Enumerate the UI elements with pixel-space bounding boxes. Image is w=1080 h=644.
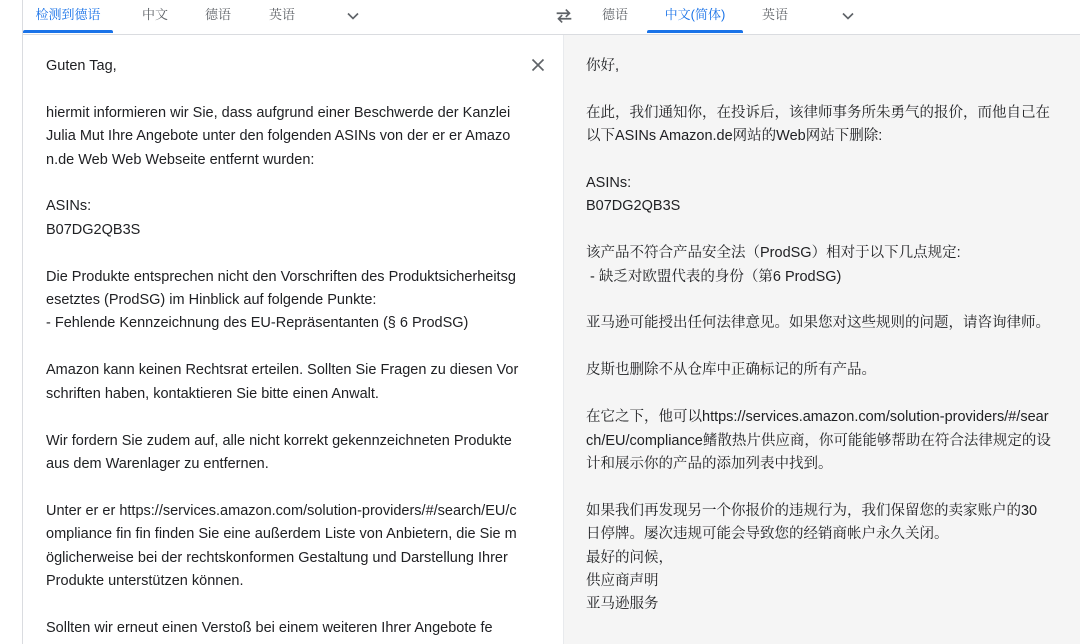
tab-target-german[interactable]: 德语 [601, 7, 628, 22]
chevron-down-icon[interactable] [838, 6, 858, 26]
tab-detect-language[interactable]: 检测到德语 [23, 0, 113, 32]
tab-source-chinese[interactable]: 中文 [141, 7, 168, 22]
tab-source-german[interactable]: 德语 [204, 7, 231, 22]
tab-target-chinese-simplified[interactable]: 中文(简体) [647, 0, 743, 32]
tab-target-english[interactable]: 英语 [761, 7, 788, 22]
source-text-input[interactable]: Guten Tag, hiermit informieren wir Sie, dass aufgrund einer Beschwerde der Kanzlei Julia Mut Ihre Angebote unter den folgenden ASINs von der er er Amazon.de Web Web Webseite entfernt wurden: ASINs: B07DG2QB3S Die Produkte entsprechen nicht den Vorschriften des Produktsicherheitsgesetztes (ProdSG) im Hinblick auf folgende Punkte: - Fehlende Kennzeichnung des EU-Repräsentanten (§ 6 ProdSG) Amazon kann keinen Rechtsrat erteilen. Sollten Sie Fragen zu diesen Vorschriften haben, kontaktieren Sie bitte einen Anwalt. Wir fordern Sie zudem auf, alle nicht korrekt gekennzeichneten Produkte aus dem Warenlager zu entfernen. Unter er er https://services.amazon.com/solution-providers/#/search/EU/compliance fin fin finden Sie eine außerdem Liste von Anbietern, die Sie möglicherweise bei der rechtskonformen Gestaltung und Darstellung Ihrer Produkte unterstützen können. Sollten wir erneut einen Verstoß bei einem weiteren Ihrer Angebote fe [46, 58, 519, 636]
language-bar [23, 0, 1080, 35]
left-gutter [0, 0, 23, 644]
tab-source-english[interactable]: 英语 [268, 7, 295, 22]
close-icon[interactable] [527, 54, 549, 76]
chevron-down-icon[interactable] [343, 6, 363, 26]
target-panel [563, 35, 1080, 644]
swap-languages-icon[interactable] [553, 5, 575, 27]
source-panel [23, 35, 563, 644]
translation-output: 你好, 在此，我们通知你，在投诉后，该律师事务所朱勇气的报价，而他自己在以下ASINs Amazon.de网站的Web网站下删除: ASINs: B07DG2QB3S 该产品不符合产品安全法（ProdSG）相对于以下几点规定: - 缺乏对欧盟代表的身份（第6 ProdSG) 亚马逊可能授出任何法律意见。如果您对这些规则的问题，请咨询律师。 皮斯也删除不从仓库中正确标记的所有产品。 在它之下，他可以https://services.amazon.com/solution-providers/#/search/EU/compliance鳍散热片供应商，你可能能够帮助在符合法律规定的设计和展示你的产品的添加列表中找到。 如果我们再发现另一个你报价的违规行为，我们保留您的卖家账户的30日停牌。屡次违规可能会导致您的经销商帐户永久关闭。 最好的问候， 供应商声明 亚马逊服务 [586, 58, 1051, 613]
